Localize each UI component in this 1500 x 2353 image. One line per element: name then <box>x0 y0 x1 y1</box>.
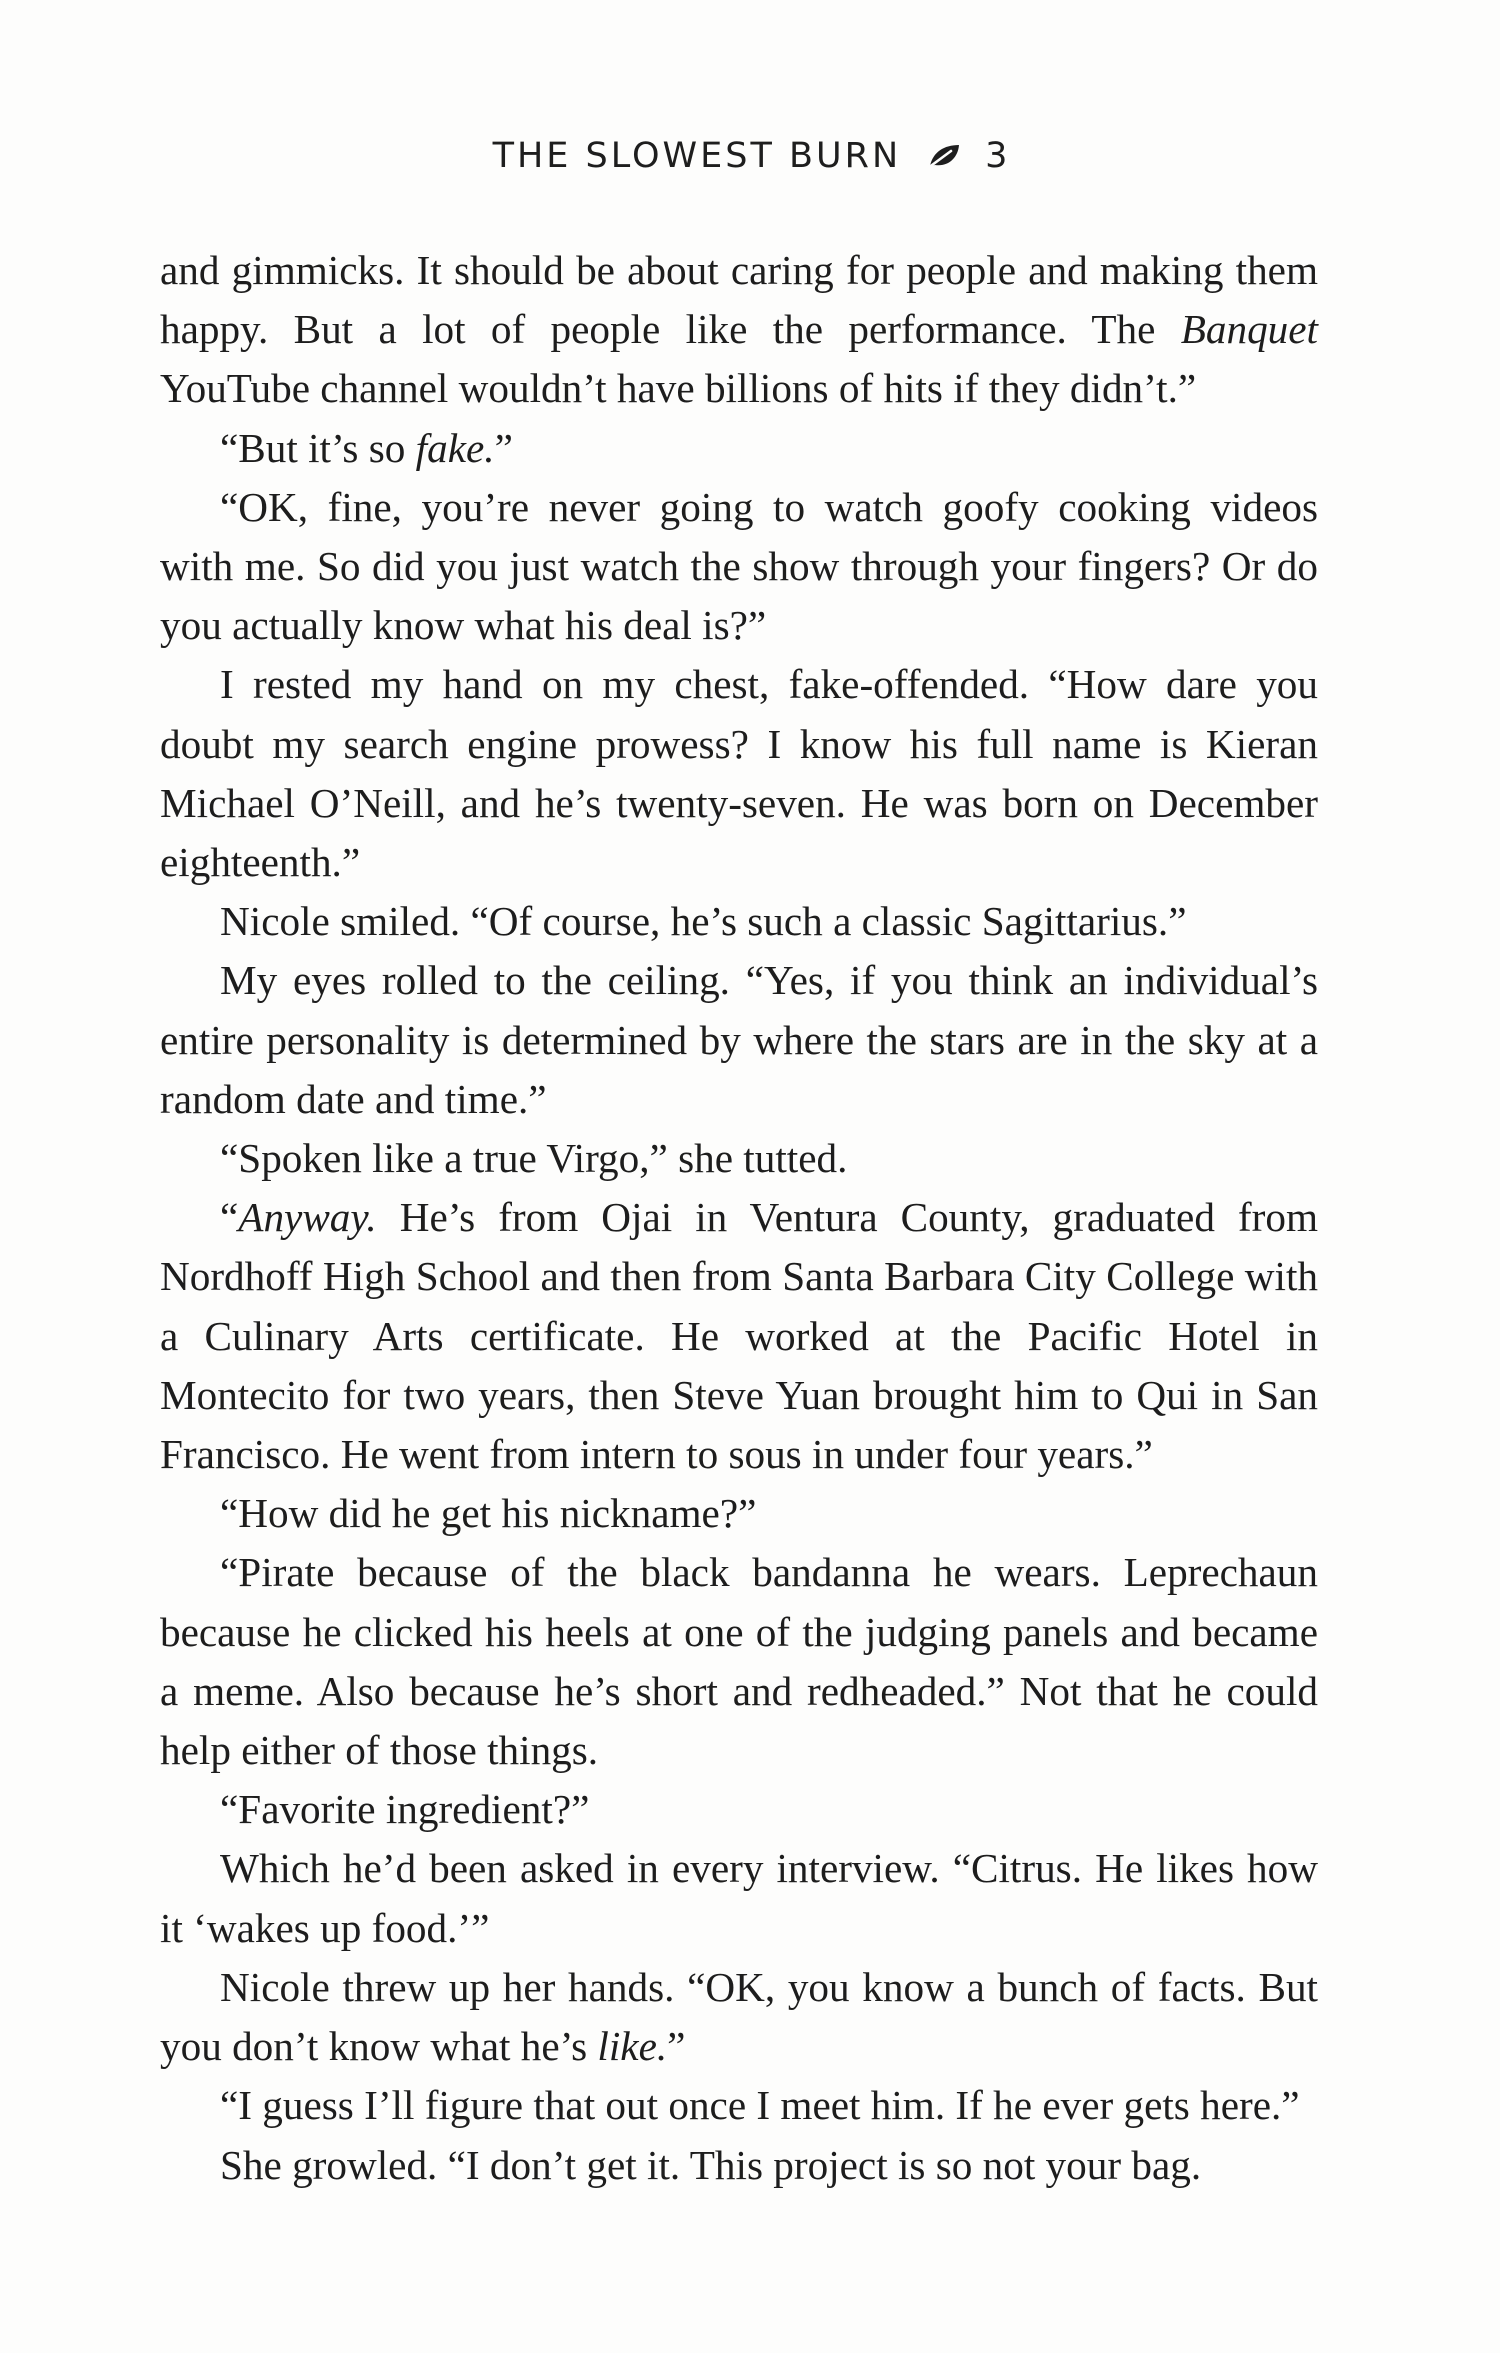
paragraph <box>160 1839 1318 1957</box>
italic-run: like. <box>597 2023 668 2070</box>
text-run: and gimmicks. It should be about caring for people and making them happy. But a lot of people like the performance. The <box>160 247 1318 353</box>
text-run: ” <box>667 2023 686 2070</box>
paragraph <box>160 892 1318 951</box>
book-title: THE SLOWEST BURN <box>492 136 902 176</box>
paragraph <box>160 419 1318 478</box>
running-head <box>0 136 1500 176</box>
paragraph <box>160 951 1318 1129</box>
italic-run: Banquet <box>1180 306 1318 353</box>
paragraph <box>160 1484 1318 1543</box>
text-run: He’s from Ojai in Ventura County, graduated from Nordhoff High School and then from Santa Barbara City College with a Culinary Arts certificate. He worked at the Pacific Hotel in Montecito for two years, then Steve Yuan brought him to Qui in San Francisco. He went from intern to sous in under four years.” <box>160 1194 1318 1478</box>
text-run: Which he’d been asked in every interview. “Citrus. He likes how it ‘wakes up food.’” <box>160 1845 1318 1951</box>
italic-run: fake. <box>415 424 495 471</box>
text-run: “Pirate because of the black bandanna he wears. Leprechaun because he clicked his heels at one of the judging panels and became a meme. Also because he’s short and redheaded.” Not that he could help either of those things. <box>160 1549 1318 1774</box>
text-run: I rested my hand on my chest, fake-offended. “How dare you doubt my search engine prowess? I know his full name is Kieran Michael O’Neill, and he’s twenty-seven. He was born on December eighteenth.” <box>160 661 1318 886</box>
paragraph <box>160 2136 1318 2195</box>
page-number: 3 <box>985 136 1008 176</box>
text-run: “Spoken like a true Virgo,” she tutted. <box>220 1135 848 1182</box>
text-run: YouTube channel wouldn’t have billions of hits if they didn’t.” <box>160 365 1197 412</box>
text-run: ” <box>494 424 513 471</box>
paragraph <box>160 1129 1318 1188</box>
paragraph <box>160 1958 1318 2076</box>
text-run: “But it’s so <box>220 424 416 471</box>
paragraph <box>160 1188 1318 1484</box>
text-run: She growled. “I don’t get it. This project is so not your bag. <box>220 2141 1202 2188</box>
text-run: “Favorite ingredient?” <box>220 1786 590 1833</box>
text-run: “ <box>220 1194 239 1241</box>
text-run: Nicole threw up her hands. “OK, you know a bunch of facts. But you don’t know what he’s <box>160 1963 1318 2070</box>
body-text <box>160 241 1318 2195</box>
paragraph <box>160 655 1318 892</box>
paragraph <box>160 478 1318 656</box>
leaf-icon <box>927 143 961 169</box>
paragraph <box>160 1780 1318 1839</box>
italic-run: Anyway. <box>238 1194 377 1241</box>
text-run: My eyes rolled to the ceiling. “Yes, if you think an individual’s entire personality is determined by where the stars are in the sky at a random date and time.” <box>160 957 1318 1122</box>
text-run: Nicole smiled. “Of course, he’s such a classic Sagittarius.” <box>220 898 1187 945</box>
text-run: “I guess I’ll figure that out once I meet him. If he ever gets here.” <box>220 2082 1300 2129</box>
paragraph <box>160 2076 1318 2135</box>
text-run: “OK, fine, you’re never going to watch goofy cooking videos with me. So did you just watch the show through your fingers? Or do you actually know what his deal is?” <box>160 483 1318 649</box>
text-run: “How did he get his nickname?” <box>220 1490 757 1537</box>
paragraph <box>160 1543 1318 1780</box>
paragraph <box>160 241 1318 419</box>
